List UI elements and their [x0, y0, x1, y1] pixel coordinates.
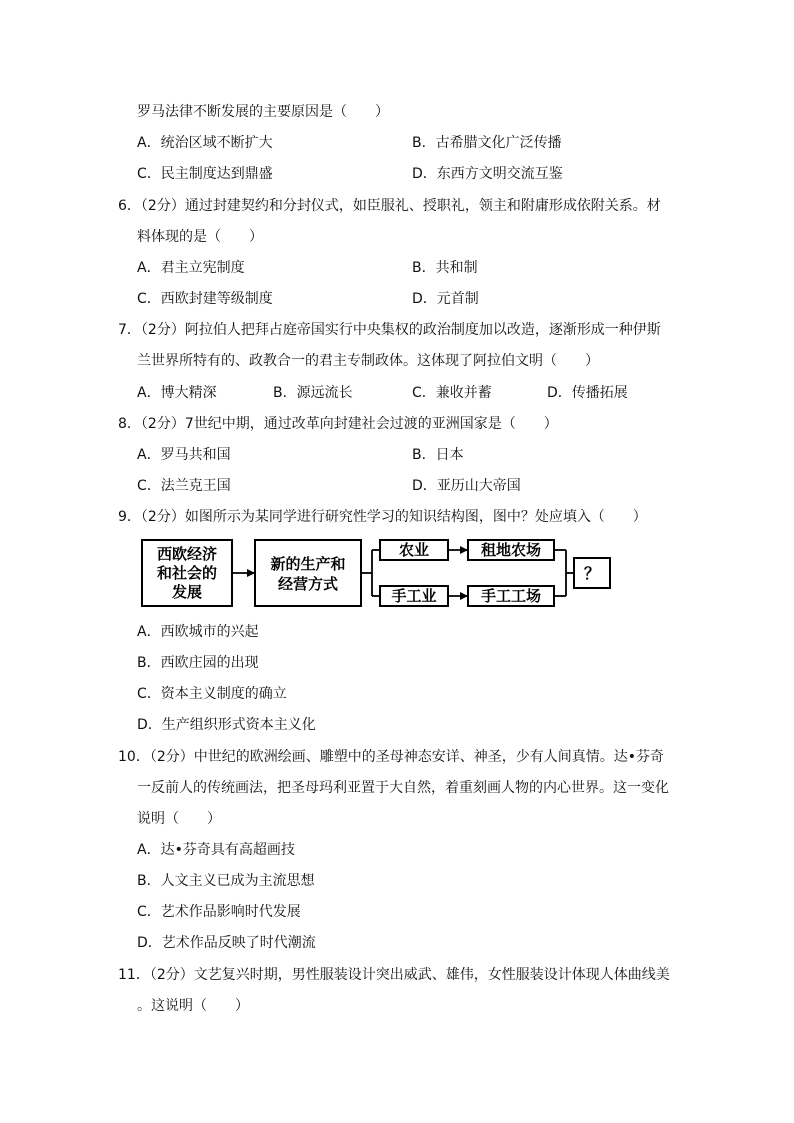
agriculture-label: 农业	[398, 541, 430, 559]
handicraft-label: 手工业	[391, 587, 437, 605]
q5-stem: 罗马法律不断发展的主要原因是（ ）	[137, 104, 389, 120]
q6-option-d: D．元首制	[412, 291, 479, 307]
box-new-production	[255, 540, 361, 606]
q9-option-d: D．生产组织形式资本主义化	[137, 717, 316, 733]
q5-option-a: A．统治区域不断扩大	[137, 135, 273, 151]
q10-option-c: C．艺术作品影响时代发展	[137, 904, 301, 920]
q8-option-c: C．法兰克王国	[137, 478, 231, 494]
q11-stem-line1: 11．（2分）文艺复兴时期，男性服装设计突出威武、雄伟，女性服装设计体现人体曲线美	[118, 967, 670, 983]
q5-option-b: B．古希腊文化广泛传播	[412, 135, 562, 151]
box1-line3: 发展	[171, 583, 203, 601]
box1-line1: 西欧经济	[156, 545, 218, 563]
q9-option-b: B．西欧庄园的出现	[137, 655, 259, 671]
q9-stem: 9．（2分）如图所示为某同学进行研究性学习的知识结构图，图中？处应填入（ ）	[118, 509, 647, 525]
q5-option-c: C．民主制度达到鼎盛	[137, 166, 273, 182]
q6-option-a: A．君主立宪制度	[137, 260, 245, 276]
q10-stem-line1: 10．（2分）中世纪的欧洲绘画、雕塑中的圣母神态安详、神圣，少有人间真情。达•芬奇	[118, 749, 664, 765]
q7-stem-line2: 兰世界所特有的、政教合一的君主专制政体。这体现了阿拉伯文明（ ）	[137, 353, 599, 369]
workshop-label: 手工工场	[480, 587, 542, 605]
q8-option-d: D．亚历山大帝国	[412, 478, 521, 494]
q11-stem-line2: 。这说明（ ）	[137, 998, 249, 1014]
q5-option-d: D．东西方文明交流互鉴	[412, 166, 563, 182]
q8-option-a: A．罗马共和国	[137, 447, 231, 463]
q10-stem-line3: 说明（ ）	[137, 811, 221, 827]
box2-line1: 新的生产和	[270, 555, 346, 573]
q8-option-b: B．日本	[412, 447, 464, 463]
q10-option-d: D．艺术作品反映了时代潮流	[137, 935, 316, 951]
q10-stem-line2: 一反前人的传统画法，把圣母玛利亚置于大自然，着重刻画人物的内心世界。这一变化	[137, 780, 669, 796]
q10-option-b: B．人文主义已成为主流思想	[137, 873, 315, 889]
q9-option-a: A．西欧城市的兴起	[137, 624, 259, 640]
q6-stem-line1: 6．（2分）通过封建契约和分封仪式，如臣服礼、授职礼，领主和附庸形成依附关系。材	[118, 198, 661, 214]
unknown-label: ？	[583, 564, 601, 583]
q7-option-c: C．兼收并蓄	[412, 385, 492, 401]
q6-option-c: C．西欧封建等级制度	[137, 291, 273, 307]
knowledge-structure-diagram	[140, 538, 614, 608]
q6-option-b: B．共和制	[412, 260, 478, 276]
q7-stem-line1: 7．（2分）阿拉伯人把拜占庭帝国实行中央集权的政治制度加以改造，逐渐形成一种伊斯	[118, 322, 661, 338]
rented-farm-label: 租地农场	[480, 541, 542, 559]
q10-option-a: A．达•芬奇具有高超画技	[137, 842, 295, 858]
q9-option-c: C．资本主义制度的确立	[137, 686, 287, 702]
box1-line2: 和社会的	[156, 564, 218, 582]
q7-option-a: A．博大精深	[137, 385, 217, 401]
q8-stem: 8．（2分）7世纪中期，通过改革向封建社会过渡的亚洲国家是（ ）	[118, 416, 558, 432]
box2-line2: 经营方式	[277, 575, 339, 593]
q7-option-b: B．源远流长	[273, 385, 353, 401]
q6-stem-line2: 料体现的是（ ）	[137, 229, 263, 245]
q7-option-d: D．传播拓展	[547, 385, 628, 401]
